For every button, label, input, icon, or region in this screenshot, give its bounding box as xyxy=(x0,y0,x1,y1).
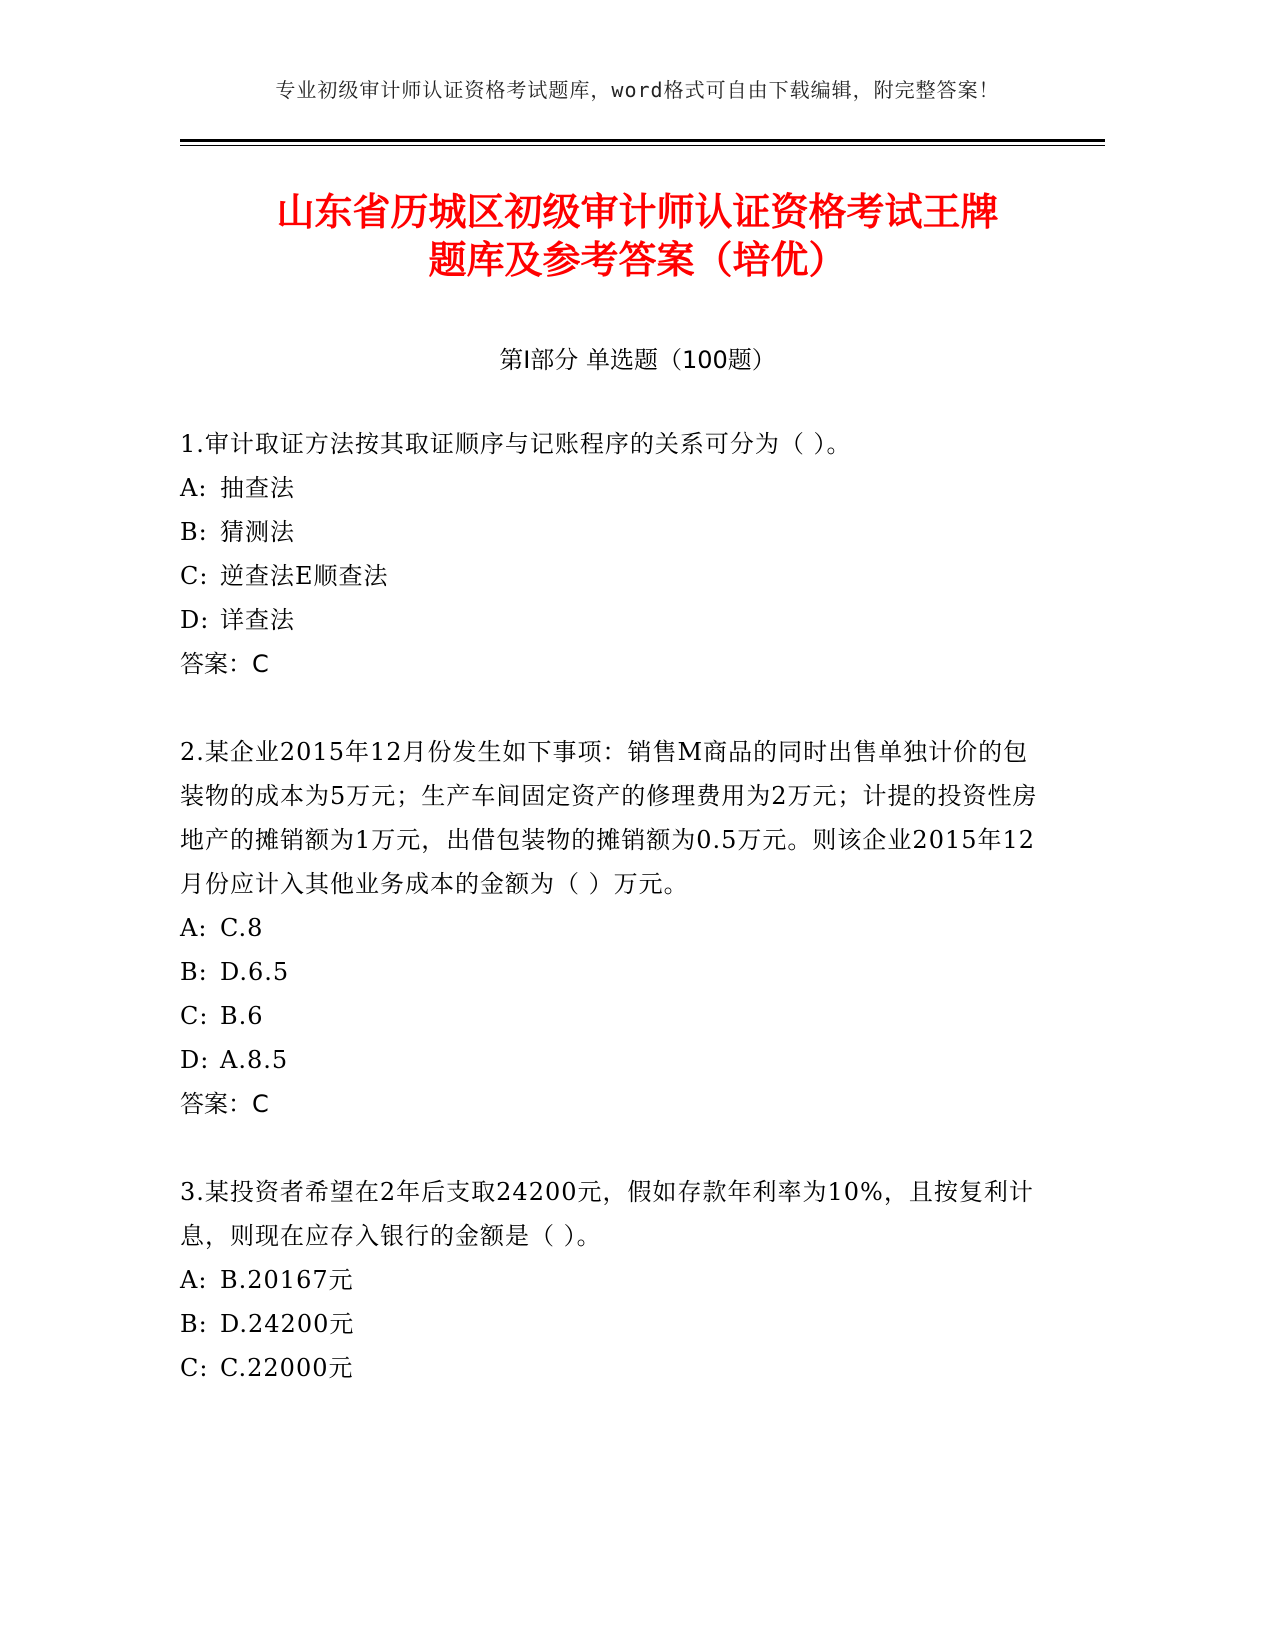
document-title xyxy=(150,188,1125,284)
option-letter: A: xyxy=(180,474,208,502)
question-3 xyxy=(180,1170,1050,1390)
answer: 答案：C xyxy=(180,1090,269,1118)
answer: 答案：C xyxy=(180,650,269,678)
option-text: 猜测法 xyxy=(220,518,295,546)
option-text: A.8.5 xyxy=(220,1046,289,1074)
option-letter: B: xyxy=(180,958,208,986)
header-rule-thin xyxy=(180,145,1105,146)
option-text: C.22000元 xyxy=(220,1354,354,1382)
question-list xyxy=(180,422,1050,1434)
header-note: 专业初级审计师认证资格考试题库，word格式可自由下载编辑，附完整答案！ xyxy=(275,78,1000,102)
option-letter: B: xyxy=(180,1310,208,1338)
option-c xyxy=(180,554,1050,598)
question-text: 2.某企业2015年12月份发生如下事项：销售M商品的同时出售单独计价的包装物的成本为5万元；生产车间固定资产的修理费用为2万元；计提的投资性房地产的摊销额为1万元，出借包装物的摊销额为0.5万元。则该企业2015年12月份应计入其他业务成本的金额为（ ）万元。 xyxy=(180,738,1038,898)
option-letter: A: xyxy=(180,1266,208,1294)
option-letter: C: xyxy=(180,1002,209,1030)
option-letter: B: xyxy=(180,518,208,546)
option-text: B.6 xyxy=(220,1002,264,1030)
section-title: 第Ⅰ部分 单选题（100题） xyxy=(499,346,776,374)
question-text: 3.某投资者希望在2年后支取24200元，假如存款年利率为10%，且按复利计息，则现在应存入银行的金额是（ ）。 xyxy=(180,1178,1034,1250)
option-c xyxy=(180,994,1050,1038)
option-text: D.6.5 xyxy=(220,958,290,986)
question-1 xyxy=(180,422,1050,686)
option-d xyxy=(180,598,1050,642)
option-text: 详查法 xyxy=(220,606,295,634)
option-b xyxy=(180,950,1050,994)
header-rule-thick xyxy=(180,139,1105,142)
option-a xyxy=(180,466,1050,510)
option-letter: D: xyxy=(180,606,210,634)
option-letter: C: xyxy=(180,1354,209,1382)
question-2 xyxy=(180,730,1050,1126)
option-letter: C: xyxy=(180,562,209,590)
option-d xyxy=(180,1038,1050,1082)
option-c xyxy=(180,1346,1050,1390)
option-text: C.8 xyxy=(220,914,264,942)
option-b xyxy=(180,1302,1050,1346)
title-line-1: 山东省历城区初级审计师认证资格考试王牌 xyxy=(276,190,999,234)
option-letter: A: xyxy=(180,914,208,942)
option-text: B.20167元 xyxy=(220,1266,354,1294)
question-text: 1.审计取证方法按其取证顺序与记账程序的关系可分为（ ）。 xyxy=(180,430,852,458)
option-a xyxy=(180,906,1050,950)
option-text: 抽查法 xyxy=(220,474,295,502)
option-b xyxy=(180,510,1050,554)
title-line-2: 题库及参考答案（培优） xyxy=(428,238,847,282)
option-a xyxy=(180,1258,1050,1302)
option-letter: D: xyxy=(180,1046,210,1074)
option-text: 逆查法E顺查法 xyxy=(220,562,389,590)
option-text: D.24200元 xyxy=(220,1310,355,1338)
